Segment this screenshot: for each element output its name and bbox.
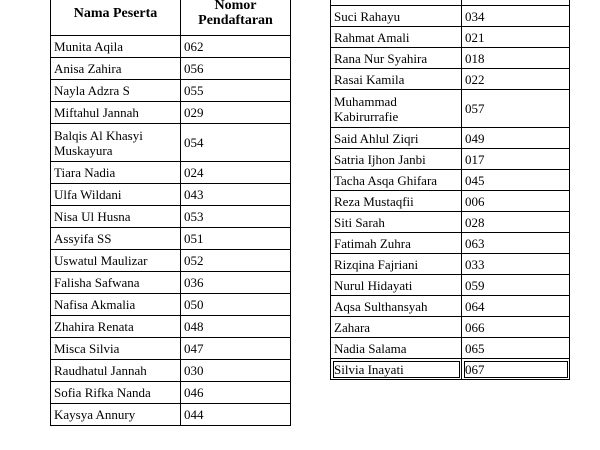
- registration-number: 064: [462, 296, 570, 317]
- participant-name: Nayla Adzra S: [51, 80, 181, 102]
- table-row: [331, 317, 570, 338]
- table-row: [331, 338, 570, 359]
- header-number: Nomor Pendaftaran: [181, 0, 291, 36]
- table-row: [331, 233, 570, 254]
- table-row: [51, 294, 291, 316]
- participant-name: Zhahira Renata: [51, 316, 181, 338]
- registration-number: 017: [462, 149, 570, 170]
- participant-name: Muhammad Kabirurrafie: [331, 90, 462, 128]
- participant-name: Suci Rahayu: [331, 6, 462, 27]
- registration-number: 029: [181, 102, 291, 124]
- participant-name: Anisa Zahira: [51, 58, 181, 80]
- table-row: [51, 382, 291, 404]
- registration-number: 034: [462, 6, 570, 27]
- table-row: [331, 128, 570, 149]
- body-text-cutoff: [50, 440, 570, 450]
- table-row: [51, 124, 291, 162]
- table-row: [51, 316, 291, 338]
- table-row: [51, 206, 291, 228]
- registration-number: 046: [181, 382, 291, 404]
- registration-number: 052: [181, 250, 291, 272]
- table-row: [51, 404, 291, 426]
- registration-number: 055: [181, 80, 291, 102]
- table-row: [331, 296, 570, 317]
- table-header-row: [51, 0, 291, 36]
- participant-name: Falisha Safwana: [51, 272, 181, 294]
- participant-name: Nurul Hidayati: [331, 275, 462, 296]
- participant-name: Aqsa Sulthansyah: [331, 296, 462, 317]
- registration-number: 030: [181, 360, 291, 382]
- table-row: [331, 149, 570, 170]
- participant-name: Nadia Salama: [331, 338, 462, 359]
- registration-number: 044: [181, 404, 291, 426]
- registration-number: 051: [181, 228, 291, 250]
- registration-number: 062: [181, 36, 291, 58]
- participant-table-left: [50, 0, 291, 426]
- registration-number: 066: [462, 317, 570, 338]
- participant-name: Rahmat Amali: [331, 27, 462, 48]
- participant-name: Fatimah Zuhra: [331, 233, 462, 254]
- registration-number: 050: [181, 294, 291, 316]
- participant-name: Uswatul Maulizar: [51, 250, 181, 272]
- header-name: Nama Peserta: [51, 0, 181, 36]
- table-row: [51, 80, 291, 102]
- registration-number: 043: [181, 184, 291, 206]
- table-row: [51, 250, 291, 272]
- table-row: [51, 102, 291, 124]
- table-row: [331, 48, 570, 69]
- registration-number: 048: [181, 316, 291, 338]
- table-row: [331, 212, 570, 233]
- participant-name: Said Ahlul Ziqri: [331, 128, 462, 149]
- participant-name: Nafisa Akmalia: [51, 294, 181, 316]
- registration-number: 022: [462, 69, 570, 90]
- participant-name: Raudhatul Jannah: [51, 360, 181, 382]
- registration-number: 021: [462, 27, 570, 48]
- registration-number: 059: [462, 275, 570, 296]
- registration-number: 056: [181, 58, 291, 80]
- participant-table-right: [330, 0, 570, 380]
- registration-number: 036: [181, 272, 291, 294]
- registration-number: 065: [462, 338, 570, 359]
- table-row: [51, 36, 291, 58]
- participant-name: Misca Silvia: [51, 338, 181, 360]
- participant-name: Reza Mustaqfii: [331, 191, 462, 212]
- table-row: [51, 338, 291, 360]
- table-row: [331, 359, 570, 380]
- table-row: [331, 170, 570, 191]
- table-row: [331, 27, 570, 48]
- table-row: [51, 184, 291, 206]
- participant-name: Balqis Al Khasyi Muskayura: [51, 124, 181, 162]
- table-row: [51, 58, 291, 80]
- participant-name: Kaysya Annury: [51, 404, 181, 426]
- table-row: [331, 90, 570, 128]
- participant-name: Sofia Rifka Nanda: [51, 382, 181, 404]
- registration-number: 045: [462, 170, 570, 191]
- participant-name: Nisa Ul Husna: [51, 206, 181, 228]
- participant-name: Satria Ijhon Janbi: [331, 149, 462, 170]
- registration-number: 006: [462, 191, 570, 212]
- participant-name: Zahara: [331, 317, 462, 338]
- table-row: [331, 275, 570, 296]
- registration-number: 067: [462, 359, 570, 380]
- table-row: [51, 162, 291, 184]
- participant-name: Rana Nur Syahira: [331, 48, 462, 69]
- registration-number: 028: [462, 212, 570, 233]
- registration-number: 033: [462, 254, 570, 275]
- table-row: [51, 360, 291, 382]
- table-row: [51, 272, 291, 294]
- participant-name: Rasai Kamila: [331, 69, 462, 90]
- registration-number: 063: [462, 233, 570, 254]
- registration-number: 024: [181, 162, 291, 184]
- participant-name: Tiara Nadia: [51, 162, 181, 184]
- table-row: [331, 69, 570, 90]
- registration-number: 057: [462, 90, 570, 128]
- participant-name: Silvia Inayati: [331, 359, 462, 380]
- registration-number: 049: [462, 128, 570, 149]
- participant-name: Munita Aqila: [51, 36, 181, 58]
- registration-number: 047: [181, 338, 291, 360]
- participant-name: Ulfa Wildani: [51, 184, 181, 206]
- registration-number: 054: [181, 124, 291, 162]
- table-row: [331, 191, 570, 212]
- participant-name: Assyifa SS: [51, 228, 181, 250]
- participant-name: Rizqina Fajriani: [331, 254, 462, 275]
- participant-name: Miftahul Jannah: [51, 102, 181, 124]
- registration-number: 053: [181, 206, 291, 228]
- participant-name: Tacha Asqa Ghifara: [331, 170, 462, 191]
- table-row: [331, 6, 570, 27]
- registration-number: 018: [462, 48, 570, 69]
- table-row: [51, 228, 291, 250]
- table-row: [331, 254, 570, 275]
- participant-name: Siti Sarah: [331, 212, 462, 233]
